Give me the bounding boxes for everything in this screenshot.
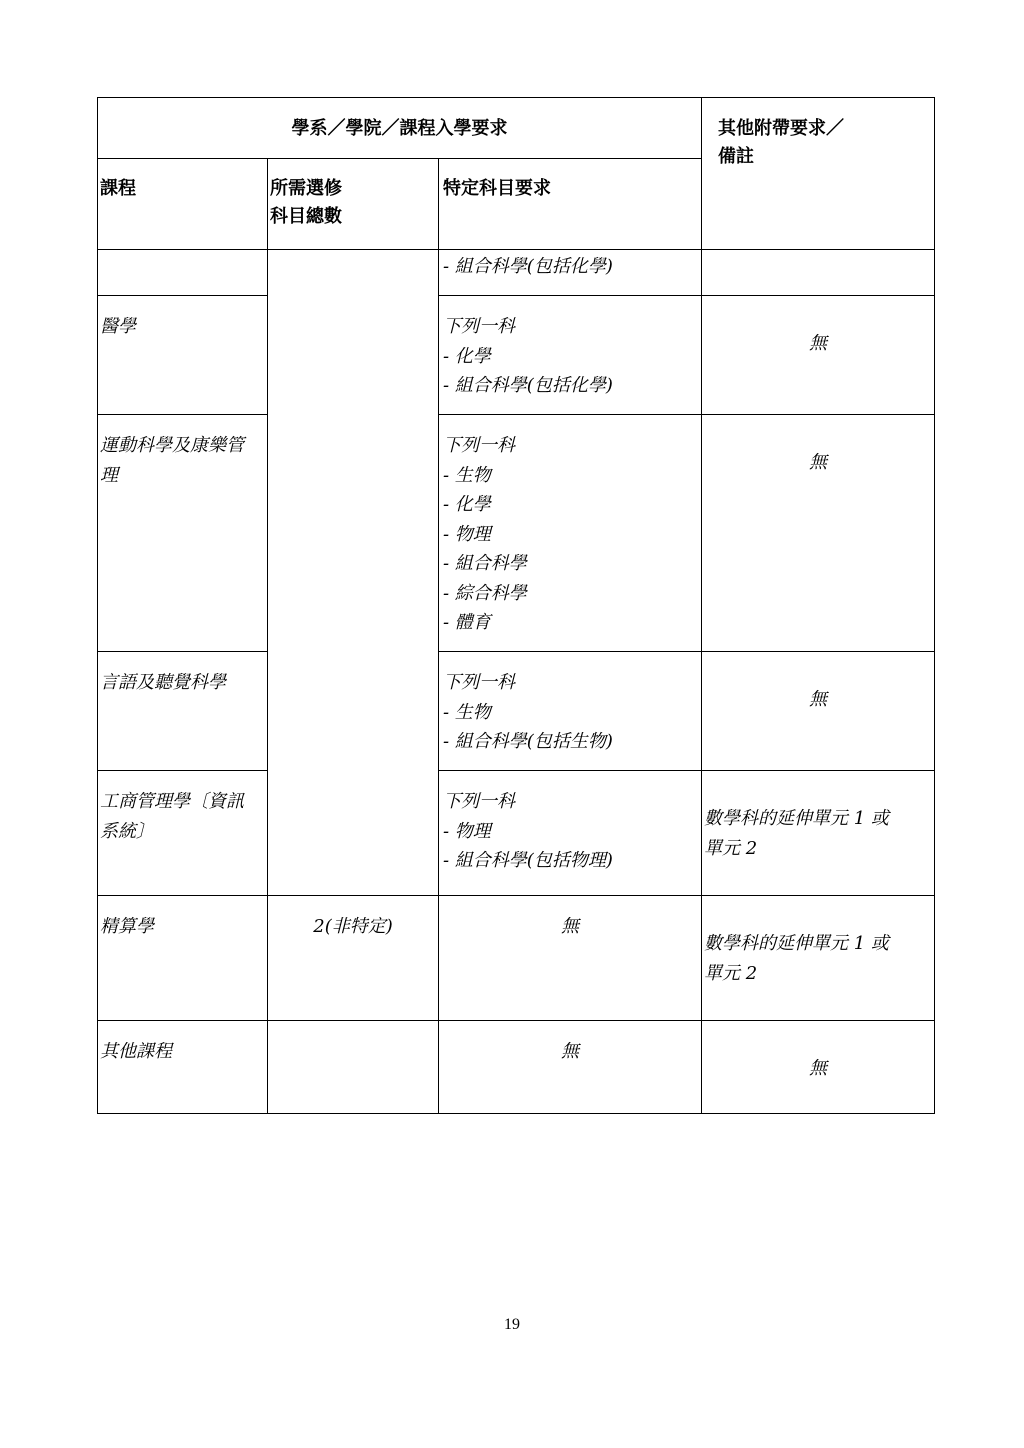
other-text: 無 — [809, 452, 828, 473]
table-row — [98, 1021, 935, 1114]
other-cell — [702, 652, 935, 771]
table-row — [98, 296, 935, 415]
electives-count: 2(非特定) — [313, 916, 393, 937]
course-cell — [98, 652, 268, 771]
other-title-line1: 其他附帶要求／ — [718, 118, 845, 139]
specific-line: 下列一科 — [443, 672, 515, 693]
other-title-line2: 備註 — [718, 146, 755, 167]
course-cell — [98, 296, 268, 415]
specific-cell — [439, 896, 702, 1021]
other-cell — [702, 1021, 935, 1114]
requirements-title: 學系／學院／課程入學要求 — [291, 118, 508, 139]
other-text: 無 — [809, 1058, 828, 1079]
specific-line: - 組合科學(包括物理) — [443, 850, 613, 871]
table-row — [98, 415, 935, 652]
other-cell — [702, 415, 935, 652]
course-name: 理 — [100, 464, 118, 486]
table-row — [98, 652, 935, 771]
specific-line: 無 — [561, 916, 579, 937]
specific-line: - 綜合科學 — [443, 582, 527, 604]
specific-line: 下列一科 — [443, 435, 515, 456]
specific-line: - 組合科學(包括化學) — [443, 375, 613, 396]
course-cell — [98, 896, 268, 1021]
course-column-title: 課程 — [100, 178, 136, 199]
other-text: 單元 2 — [704, 962, 758, 984]
specific-line: - 化學 — [443, 345, 491, 367]
electives-title-line1: 所需選修 — [270, 178, 342, 199]
course-cell — [98, 1021, 268, 1114]
specific-line: 下列一科 — [443, 791, 515, 812]
course-name: 言語及聽覺科學 — [100, 672, 226, 693]
course-name: 其他課程 — [100, 1041, 172, 1062]
course-header-cell — [98, 159, 268, 250]
specific-cell — [439, 1021, 702, 1114]
electives-merged-cell — [268, 250, 439, 896]
course-name: 工商管理學〔資訊 — [100, 791, 244, 812]
specific-column-title: 特定科目要求 — [443, 178, 551, 199]
specific-line: 無 — [561, 1041, 579, 1062]
requirements-header-cell — [98, 98, 702, 159]
electives-cell — [268, 896, 439, 1021]
electives-count — [268, 1021, 438, 1037]
electives-cell — [268, 1021, 439, 1114]
other-cell — [702, 296, 935, 415]
specific-cell — [439, 415, 702, 652]
course-name: 精算學 — [100, 916, 154, 937]
admission-requirements-table — [97, 97, 935, 1114]
other-text: 無 — [809, 689, 828, 710]
course-cell — [98, 771, 268, 896]
specific-cell — [439, 296, 702, 415]
electives-header-cell — [268, 159, 439, 250]
other-requirements-header-cell — [702, 98, 935, 250]
other-text: 數學科的延伸單元 1 或 — [704, 933, 889, 954]
course-name: 系統〕 — [100, 820, 154, 842]
other-text: 無 — [809, 333, 828, 354]
course-cell — [98, 250, 268, 296]
specific-line: - 化學 — [443, 494, 491, 515]
specific-line: - 物理 — [443, 820, 491, 842]
header-row-top — [98, 98, 935, 159]
specific-cell — [439, 250, 702, 296]
other-cell — [702, 771, 935, 896]
table-row — [98, 896, 935, 1021]
course-name: 醫學 — [100, 316, 136, 337]
course-cell — [98, 415, 268, 652]
specific-header-cell — [439, 159, 702, 250]
table-row — [98, 771, 935, 896]
specific-line: - 生物 — [443, 701, 491, 723]
other-text: 單元 2 — [704, 837, 758, 859]
other-cell — [702, 896, 935, 1021]
specific-cell — [439, 771, 702, 896]
specific-line: - 生物 — [443, 464, 491, 486]
specific-line: - 體育 — [443, 612, 491, 633]
specific-line: - 組合科學(包括生物) — [443, 731, 613, 752]
electives-title-line2: 科目總數 — [270, 206, 342, 227]
specific-line: 下列一科 — [443, 316, 515, 337]
course-name: 運動科學及康樂管 — [100, 435, 244, 456]
table-row — [98, 250, 935, 296]
page-number: 19 — [504, 1316, 520, 1333]
specific-line: - 物理 — [443, 523, 491, 545]
other-text: 數學科的延伸單元 1 或 — [704, 808, 889, 829]
specific-cell — [439, 652, 702, 771]
specific-line: - 組合科學(包括化學) — [443, 256, 613, 277]
specific-line: - 組合科學 — [443, 553, 527, 574]
other-cell — [702, 250, 935, 296]
